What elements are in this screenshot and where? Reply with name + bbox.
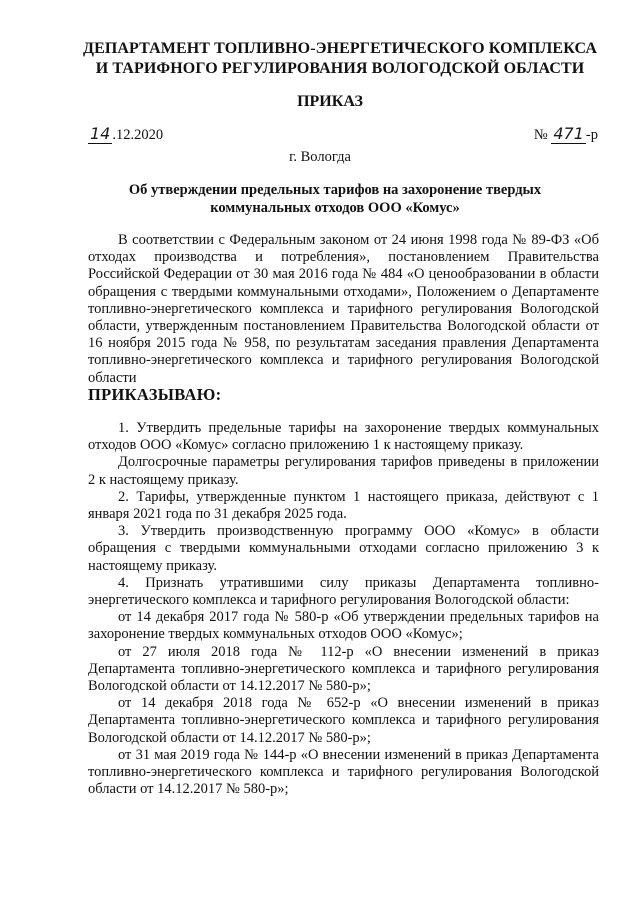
handwritten-number: 471 [553,124,584,143]
number-prefix: № [533,127,548,143]
handwritten-day: 14 [90,124,111,143]
date-rest: .12.2020 [112,127,164,143]
preamble-paragraph: В соответствии с Федеральным законом от 24 июня 1998 года № 89-ФЗ «Об отходах производства и потребления», постановлением Правительства Российской Федерации от 30 мая 2016 года № 484 «О ценообразовании в области обращения с твердыми коммунальными отходами», Положением о Департаменте топливно-энергетического комплекса и тарифного регулирования Вологодской области, утвержденным постановлением Правительства Вологодской области от 16 ноября 2015 года № 958, по результатам заседания правления Департамента топливно-энергетического комплекса и тарифного регулирования Вологодской области [88,232,599,386]
order-subject: Об утверждении предельных тарифов на захоронение твердых коммунальных отходов ООО «Комус» [128,182,542,216]
repealed-order-3: от 14 декабря 2018 года № 652-р «О внесении изменений в приказ Департамента топливно-энергетического комплекса и тарифного регулирования Вологодской области от 14.12.2017 № 580-р»; [88,695,599,746]
number-suffix: -р [585,127,598,143]
order-item-3: 3. Утвердить производственную программу ООО «Комус» в области обращения с твердыми коммунальными отходами согласно приложению 3 к настоящему приказу. [88,523,599,574]
preamble-block [88,232,599,387]
order-number [534,124,598,145]
order-item-1-params: Долгосрочные параметры регулирования тарифов приведены в приложении 2 к настоящему приказу. [88,454,599,488]
order-items [88,420,599,798]
order-directive-word: ПРИКАЗЫВАЮ: [88,385,222,404]
department-name-line1: ДЕПАРТАМЕНТ ТОПЛИВНО-ЭНЕРГЕТИЧЕСКОГО КОМПЛЕКСА [82,40,598,57]
city-name: г. Вологда [289,149,351,165]
order-item-1: 1. Утвердить предельные тарифы на захоронение твердых коммунальных отходов ООО «Комус» согласно приложению 1 к настоящему приказу. [88,420,599,454]
department-name-line2: И ТАРИФНОГО РЕГУЛИРОВАНИЯ ВОЛОГОДСКОЙ ОБЛАСТИ [95,60,585,77]
document-type-title: ПРИКАЗ [297,93,363,110]
repealed-order-1: от 14 декабря 2017 года № 580-р «Об утверждении предельных тарифов на захоронение твердых коммунальных отходов ООО «Комус»; [88,609,599,643]
repealed-order-4: от 31 мая 2019 года № 144-р «О внесении изменений в приказ Департамента топливно-энергетического комплекса и тарифного регулирования Вологодской области от 14.12.2017 № 580-р»; [88,746,599,798]
order-item-2: 2. Тарифы, утвержденные пунктом 1 настоящего приказа, действуют с 1 января 2021 года по 31 декабря 2025 года. [88,488,599,523]
order-item-4: 4. Признать утратившими силу приказы Департамента топливно-энергетического комплекса и тарифного регулирования Вологодской области: [88,574,599,609]
order-date [88,124,163,145]
repealed-order-2: от 27 июля 2018 года № 112-р «О внесении изменений в приказ Департамента топливно-энергетического комплекса и тарифного регулирования Вологодской области от 14.12.2017 № 580-р»; [88,643,599,695]
date-number-line [88,124,598,146]
